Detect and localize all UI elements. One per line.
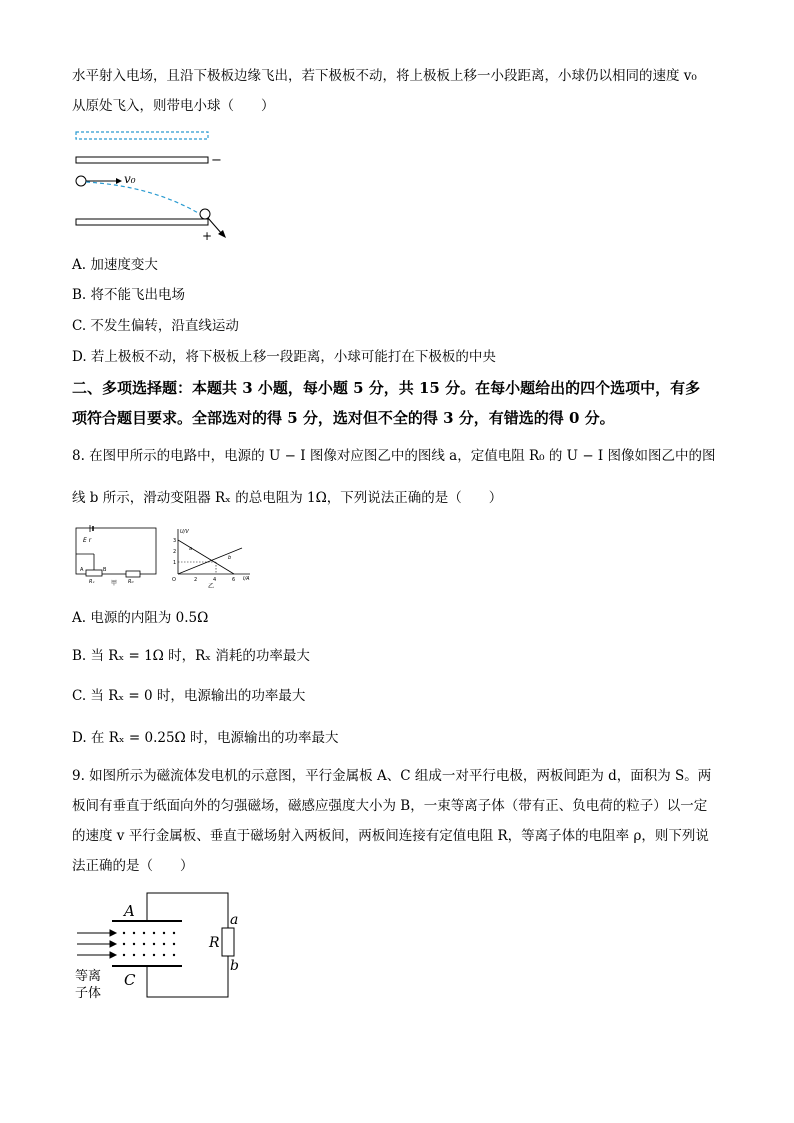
- q8-option-c: C. 当 Rₓ = 0 时，电源输出的功率最大: [72, 688, 306, 704]
- y-axis-label: U/V: [180, 529, 189, 535]
- rheostat-rx: [86, 570, 102, 576]
- resistor-r0: [126, 571, 140, 577]
- plus-sign: +: [202, 229, 213, 243]
- q7-option-d: D. 若上极板不动，将下极板上移一段距离，小球可能打在下极板的中央: [72, 349, 496, 365]
- v0-label: v₀: [124, 172, 136, 186]
- q7-text-line1: 水平射入电场，且沿下极板边缘飞出，若下极板不动，将上极板上移一小段距离，小球仍以相同的速度 v₀: [72, 68, 697, 84]
- plasma-label-line1: 等离: [75, 969, 102, 984]
- line-a-label: a: [189, 546, 193, 552]
- origin-label: O: [172, 577, 176, 583]
- lower-plate: [76, 219, 208, 225]
- figure-jia-caption: 甲: [111, 580, 118, 587]
- q9-text-line3: 的速度 v 平行金属板、垂直于磁场射入两板间，两板间连接有定值电阻 R，等离子体的电阻率 ρ，则下列说: [72, 828, 709, 844]
- figure-yi-caption: 乙: [208, 583, 215, 590]
- q8-text-line1: 8. 在图甲所示的电路中，电源的 U − I 图像对应图乙中的图线 a，定值电阻 R₀ 的 U − I 图像如图乙中的图: [72, 448, 716, 464]
- upper-plate-moved-dashed: [76, 132, 208, 139]
- plate-a-label: A: [124, 902, 135, 920]
- q9-text-line4: 法正确的是（ ）: [72, 858, 194, 874]
- section2-heading-line1: 二、多项选择题：本题共 3 小题，每小题 5 分，共 15 分。在每小题给出的四个选项中，有多: [72, 379, 701, 397]
- plate-c-label: C: [124, 971, 136, 989]
- q7-figure-capacitor: [72, 128, 242, 243]
- charge-dots: [123, 932, 175, 956]
- velocity-arrowhead: [116, 178, 122, 184]
- line-b-label: b: [228, 555, 232, 561]
- q8-option-d: D. 在 Rₓ = 0.25Ω 时，电源输出的功率最大: [72, 730, 339, 746]
- upper-plate: [76, 157, 208, 163]
- line-b: [178, 548, 242, 574]
- q7-option-a: A. 加速度变大: [72, 257, 158, 273]
- y-tick-2: 2: [173, 549, 177, 555]
- ball-start: [76, 176, 86, 186]
- q9-figure-mhd-generator: [72, 890, 252, 1005]
- minus-sign: −: [211, 153, 222, 168]
- y-tick-3: 3: [173, 538, 177, 544]
- trajectory-dashed: [86, 182, 200, 214]
- q7-text-line2: 从原处飞入，则带电小球（ ）: [72, 98, 275, 114]
- resistor-r-label: R: [209, 935, 220, 951]
- x-tick-4: 4: [213, 577, 217, 583]
- q9-text-line2: 板间有垂直于纸面向外的匀强磁场，磁感应强度大小为 B，一束等离子体（带有正、负电荷的粒子）以一定: [72, 798, 708, 814]
- plasma-label-line2: 子体: [75, 986, 102, 1001]
- terminal-a-label: a: [230, 912, 239, 928]
- terminal-b-label: b: [230, 958, 239, 974]
- resistor-r: [222, 928, 234, 956]
- q8-option-b: B. 当 Rₓ = 1Ω 时，Rₓ 消耗的功率最大: [72, 648, 310, 664]
- wire-top: [147, 893, 228, 928]
- resistor-r0-label: R₀: [128, 579, 134, 585]
- ball-end: [200, 209, 210, 219]
- battery-label: E r: [83, 537, 92, 544]
- section2-heading-line2: 项符合题目要求。全部选对的得 5 分，选对但不全的得 3 分，有错选的得 0 分。: [72, 409, 615, 427]
- x-tick-6: 6: [232, 577, 236, 583]
- x-tick-2: 2: [194, 577, 198, 583]
- rheostat-a-end: A: [80, 567, 84, 573]
- q7-option-c: C. 不发生偏转，沿直线运动: [72, 318, 239, 334]
- q9-text-line1: 9. 如图所示为磁流体发电机的示意图，平行金属板 A、C 组成一对平行电极，两板间距为 d，面积为 S。两: [72, 768, 712, 784]
- circuit-loop: [76, 528, 156, 574]
- q8-option-a: A. 电源的内阻为 0.5Ω: [72, 610, 209, 626]
- q8-figure-ui-graph: [172, 526, 257, 590]
- line-a: [178, 540, 234, 574]
- wire-bottom: [147, 956, 228, 997]
- rheostat-b-end: B: [103, 567, 107, 573]
- q8-figure-circuit: [72, 524, 162, 586]
- rheostat-rx-label: Rₓ: [89, 579, 95, 585]
- x-axis-label: I/A: [243, 576, 250, 582]
- q8-text-line2: 线 b 所示，滑动变阻器 Rₓ 的总电阻为 1Ω，下列说法正确的是（ ）: [72, 490, 503, 506]
- plasma-arrows: [77, 930, 116, 958]
- q7-option-b: B. 将不能飞出电场: [72, 287, 186, 303]
- y-tick-1: 1: [173, 560, 177, 566]
